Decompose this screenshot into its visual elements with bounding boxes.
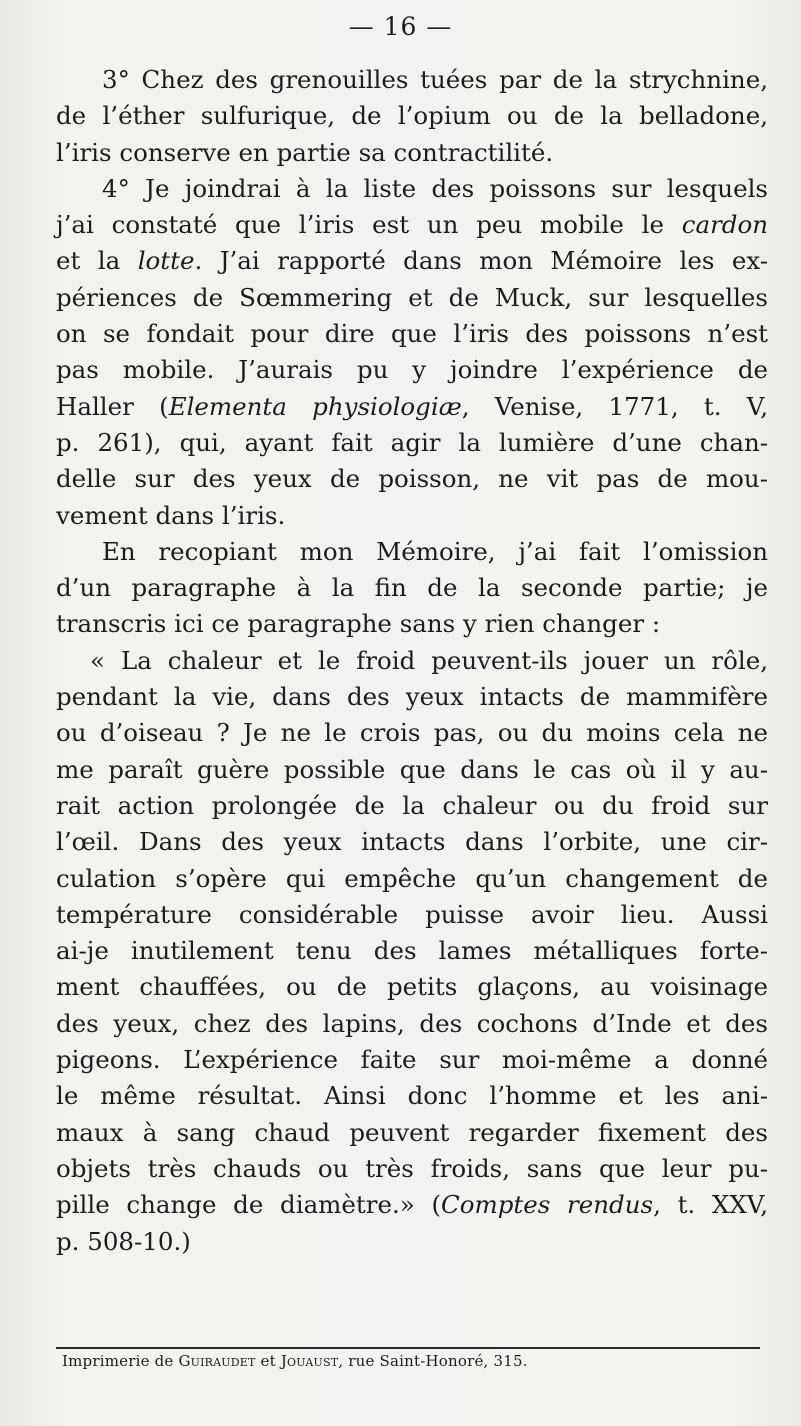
paragraph-4-line: delle sur des yeux de poisson, ne vit pas de mou-: [56, 464, 768, 494]
footer-rule: [56, 1347, 760, 1349]
quote-line: pendant la vie, dans des yeux intacts de mammifère: [56, 682, 768, 712]
text-run: , Venise, 1771, t. V,: [461, 391, 769, 421]
paragraph-4-line: p. 261), qui, ayant fait agir la lumière d’une chan-: [56, 427, 768, 457]
quote-line: maux à sang chaud peuvent regarder fixement des: [56, 1117, 768, 1147]
paragraph-5-line: transcris ici ce paragraphe sans y rien changer :: [56, 609, 661, 639]
quote-line: température considérable puisse avoir lieu. Aussi: [56, 899, 768, 929]
text-run: , t. XXV,: [653, 1190, 768, 1220]
quote-line: des yeux, chez des lapins, des cochons d’Inde et des: [56, 1008, 768, 1038]
italic-journal-title: Comptes rendus: [441, 1190, 654, 1220]
paragraph-5-line: En recopiant mon Mémoire, j’ai fait l’omission: [102, 536, 768, 566]
italic-term-lotte: lotte: [137, 246, 195, 276]
paragraph-3-line: de l’éther sulfurique, de l’opium ou de la belladone,: [56, 101, 768, 131]
page-number: — 16 —: [348, 12, 453, 41]
text-run: pille change de diamètre.» (: [56, 1190, 442, 1220]
quote-line: [56, 1187, 768, 1223]
text-run: j’ai constaté que l’iris est un peu mobile le: [56, 210, 682, 240]
quote-line: ment chauffées, ou de petits glaçons, au voisinage: [56, 972, 768, 1002]
text-run: , rue Saint-Honoré, 315.: [338, 1352, 528, 1370]
text-run: Haller (: [56, 391, 169, 421]
quote-line: objets très chauds ou très froids, sans que leur pu-: [56, 1153, 768, 1183]
page-body: [56, 62, 768, 1260]
paragraph-3-line: 3° Chez des grenouilles tuées par de la strychnine,: [102, 65, 768, 94]
paragraph-4-line: 4° Je joindrai à la liste des poissons sur lesquels: [102, 173, 768, 203]
quote-line: « La chaleur et le froid peuvent-ils jouer un rôle,: [90, 645, 768, 675]
quote-line: me paraît guère possible que dans le cas où il y au-: [56, 754, 768, 784]
paragraph-4-line: [56, 389, 768, 425]
printer-name: Guiraudet: [178, 1352, 256, 1370]
quote-line: l’œil. Dans des yeux intacts dans l’orbite, une cir-: [56, 827, 768, 857]
paragraph-4-line: vement dans l’iris.: [56, 500, 286, 530]
printer-imprint: [62, 1352, 762, 1370]
quote-line: pigeons. L’expérience faite sur moi-même a donné: [56, 1045, 768, 1075]
paragraph-4-line: périences de Sœmmering et de Muck, sur lesquelles: [56, 282, 768, 312]
text-run: Imprimerie de: [62, 1352, 179, 1370]
quote-line: culation s’opère qui empêche qu’un changement de: [56, 863, 768, 893]
text-run: et: [255, 1352, 281, 1370]
quote-line: le même résultat. Ainsi donc l’homme et les ani-: [56, 1081, 768, 1111]
italic-book-title: Elementa physiologiæ: [168, 391, 462, 421]
text-run: . J’ai rapporté dans mon Mémoire les ex-: [194, 246, 768, 276]
paragraph-4-line: pas mobile. J’aurais pu y joindre l’expérience de: [56, 355, 768, 385]
paragraph-4-line: [56, 243, 768, 279]
printer-name: Jouaust: [280, 1352, 339, 1370]
quote-line: rait action prolongée de la chaleur ou du froid sur: [56, 790, 768, 820]
paragraph-4-line: [56, 207, 768, 243]
quote-line: ou d’oiseau ? Je ne le crois pas, ou du moins cela ne: [56, 718, 768, 748]
paragraph-4-line: on se fondait pour dire que l’iris des poissons n’est: [56, 319, 768, 349]
paragraph-3-line: l’iris conserve en partie sa contractilité.: [56, 137, 554, 167]
italic-term-cardon: cardon: [681, 210, 768, 240]
quote-line: ai-je inutilement tenu des lames métalliques forte-: [56, 936, 768, 966]
text-run: et la: [56, 246, 138, 276]
quote-line: p. 508-10.): [56, 1226, 191, 1256]
paragraph-5-line: d’un paragraphe à la fin de la seconde partie; je: [56, 573, 768, 603]
